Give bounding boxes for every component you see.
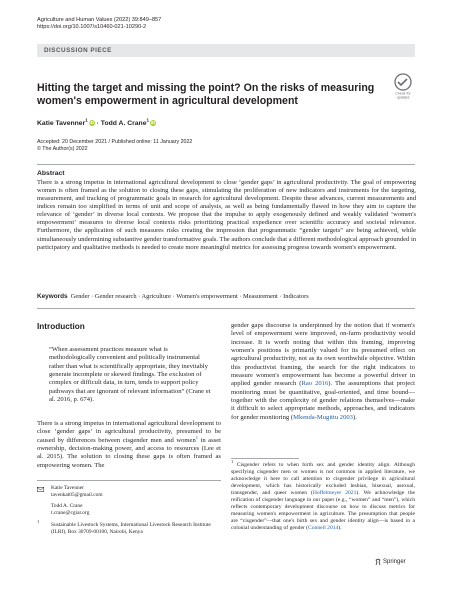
footnote bbox=[231, 459, 416, 532]
epigraph-quote: “When assessment practices measure what is methodologically convenient and politically instrumental rather than what is scientifically appropriate, they inevitably generate incomplete or skewed findings. The exclusion of complex or difficult data, in turn, tends to support policy pathways that are ignorant of relevant information” (Crane et al. 2016, p. 674). bbox=[49, 346, 211, 404]
paragraph-text: There is a strong impetus in international agricultural development to close ‘gender gaps’ in agricultural productivity, presumed to be caused by differences between cisgender men and women bbox=[37, 420, 221, 444]
check-badge-line1: Check for bbox=[395, 91, 411, 96]
journal-header bbox=[37, 17, 161, 31]
divider bbox=[37, 164, 415, 165]
orcid-icon[interactable]: iD bbox=[150, 120, 156, 125]
correspondence-block bbox=[37, 485, 221, 536]
divider bbox=[37, 308, 415, 309]
footnote-number: 1 bbox=[231, 459, 234, 465]
paragraph-text: ). bbox=[352, 413, 357, 421]
affiliation-marker: 1 bbox=[85, 117, 88, 123]
affiliation-marker: 1 bbox=[146, 117, 150, 123]
section-label: DISCUSSION PIECE bbox=[44, 46, 112, 54]
contact-email[interactable]: t.crane@cgiar.org bbox=[51, 510, 90, 516]
affiliation: Sustainable Livestock Systems, International Livestock Research Institute (ILRI), Box 30709-00100, Nairobi, Kenya bbox=[51, 522, 211, 535]
check-badge-line2: updates bbox=[396, 95, 410, 100]
journal-citation: Agriculture and Human Values (2022) 39:849–857 bbox=[37, 17, 162, 23]
contact-name: Katie Tavenner bbox=[51, 485, 84, 491]
intro-paragraph-right bbox=[231, 322, 415, 422]
footnote-text: Cisgender refers to when birth sex and gender identity align. Although specifying cisgender men or women is not common in applied literature, we acknowledge it here to call attention to cisgender privilege in agricultural development, which has historically excluded lesbian, bisexual, asexual, transgender, and queer women ( bbox=[231, 462, 415, 497]
author-separator: · bbox=[94, 120, 101, 127]
doi-link[interactable]: https://doi.org/10.1007/s10460-021-10290-2 bbox=[37, 24, 147, 30]
footnote-text: ). We acknowledge the reification of cisgender language in our paper (e.g., “women” and “men”), which reflects contemporary development discourse on how to discuss metrics for measuring women's empowerment in agriculture. The presumption that people are “cisgender”—that one's birth sex and gender identity align—is based in a colonial understanding of gender ( bbox=[231, 490, 416, 532]
check-for-updates-icon[interactable] bbox=[392, 73, 414, 100]
intro-paragraph-left bbox=[37, 420, 221, 470]
paragraph-text: in asset ownership, decision-making power, and access to resources (Lee et al. 2015). The solution to closing these gaps is often framed as empowering women. The bbox=[37, 436, 221, 469]
springer-horse-icon bbox=[374, 558, 382, 566]
abstract-heading: Abstract bbox=[37, 170, 65, 177]
citation-link[interactable]: Rao 2016 bbox=[301, 380, 329, 388]
keywords-label: Keywords bbox=[37, 293, 68, 300]
footnote-divider bbox=[231, 458, 299, 459]
divider bbox=[37, 480, 221, 481]
abstract-body: There is a strong impetus in international agricultural development to close ‘gender gaps’ in agricultural productivity. The goal of empowering women is often framed as the solution to closing these gaps, stimulating the proliferation of new indicators and instruments for the targeting, measurement, and tracking of programmatic goals in research for agricultural development. Despite these advances, current measurements and indices remain too simplified in terms of unit and scope of analysis, as well as being fundamentally flawed in how they aim to capture the relevance of ‘gender’ in diverse local contexts. We propose that the impulse to apply exogenously defined and weakly validated ‘women's empowerment’ measures to diverse local contexts risks prioritizing practical expedience over scientific accuracy and societal relevance. Furthermore, the application of such measures risks creating the impression that programmatic “gender targets” are being achieved, while simultaneously undermining substantive gender transformative goals. The authors conclude that a different methodological approach grounded in participatory and qualitative methods is needed to create more meaningful metrics for assessing progress towards women's empowerment. bbox=[37, 179, 416, 251]
author-name[interactable]: Katie Tavenner bbox=[37, 120, 86, 127]
citation-link[interactable]: Mkenda-Mugittu 2003 bbox=[293, 413, 353, 421]
publisher-logo-text: Springer bbox=[383, 559, 406, 565]
affiliation-marker: 1 bbox=[37, 519, 40, 525]
contact-email[interactable]: tavenkat05@gmail.com bbox=[51, 492, 103, 498]
orcid-icon[interactable]: iD bbox=[89, 120, 94, 125]
citation-link[interactable]: Hoffelmeyer 2021 bbox=[312, 490, 357, 497]
article-title: Hitting the target and missing the point? On the risks of measuring women's empowerment in agricultural development bbox=[37, 82, 375, 107]
contact-name: Todd A. Crane bbox=[51, 503, 83, 509]
footnote-text: ). bbox=[338, 525, 342, 532]
footnote-marker[interactable]: 1 bbox=[195, 434, 199, 440]
author-name[interactable]: Todd A. Crane bbox=[100, 120, 147, 127]
introduction-heading: Introduction bbox=[37, 322, 85, 331]
keywords-line bbox=[37, 293, 416, 301]
publication-dates bbox=[37, 139, 192, 153]
author-line bbox=[37, 119, 156, 128]
paragraph-text: gender gaps discourse is underpinned by the notion that if women's level of empowerment were improved, on-farm productivity would increase. It is worth noting that within this framing, improving women's positions is primarily valued for its presumed effect on agricultural productivity, not as its own worthwhile objective. Within this productivist framing, the search for the right indicators to measure women's empowerment has become a powerful driver in applied gender research ( bbox=[231, 322, 415, 388]
accepted-published-dates: Accepted: 20 December 2021 / Published online: 11 January 2022 bbox=[37, 139, 193, 145]
paragraph-text: ). The assumptions that project monitoring must be quantitative, goal-oriented, and time bound—together with the complexity of gender relations themselves—make it difficult to select appropriate methods, approaches, and indicators for gender monitoring ( bbox=[231, 380, 415, 421]
keywords-list: Gender · Gender research · Agriculture · Women's empowerment · Measurement · Indicators bbox=[70, 293, 309, 300]
citation-link[interactable]: Connell 2014 bbox=[308, 525, 339, 532]
copyright-line: © The Author(s) 2022 bbox=[37, 146, 88, 152]
